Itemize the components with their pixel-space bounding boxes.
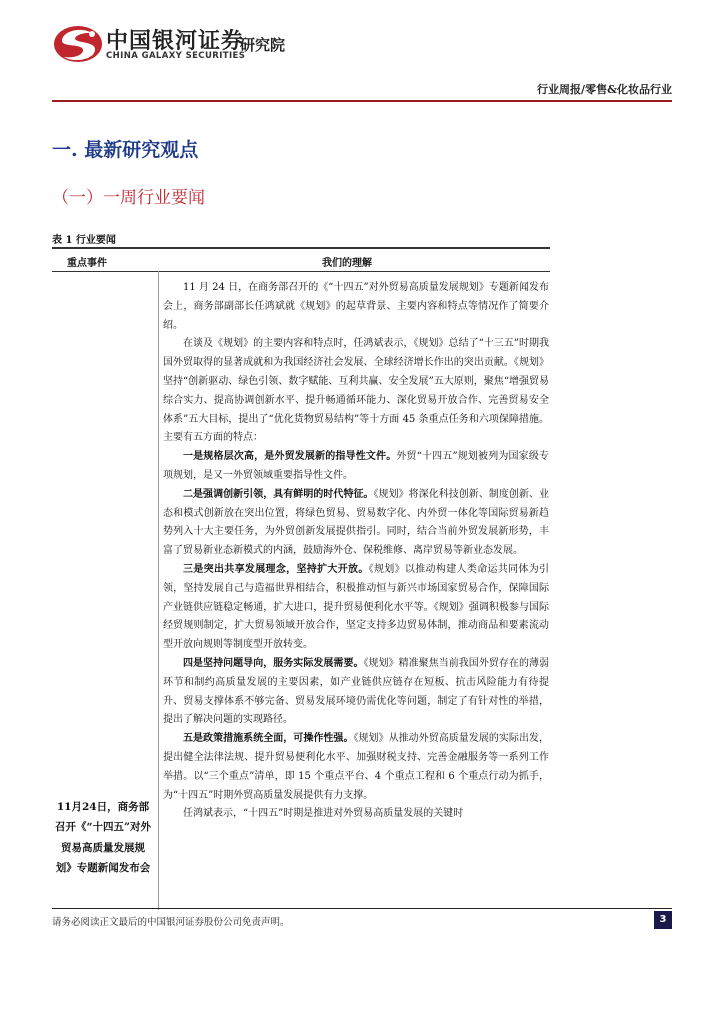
paragraph: 11 月 24 日，在商务部召开的《“十四五”对外贸易高质量发展规划》专题新闻发布会上，商务部副部长任鸿斌就《规划》的起草背景、主要内容和特点等情况作了简要介绍。: [163, 282, 549, 331]
subsection-heading: （一）一周行业要闻: [52, 188, 205, 208]
paragraph: 三是突出共享发展理念，坚持扩大开放。《规划》以推动构建人类命运共同体为引领，坚持发展自己与造福世界相结合，积极推动恒与新兴市场国家贸易合作，保障国际产业链供应链稳定畅通，扩大进口，提升贸易便利化水平等。《规划》强调积极参与国际经贸规则制定，扩大贸易领域开放合作，坚定支持多边贸易体制，推动商品和要素流动型开放向规则等制度型开放转变。: [163, 563, 550, 651]
column-header-event: 重点事件: [67, 258, 107, 269]
company-logo-icon: [52, 24, 104, 64]
company-name-en: CHINA GALAXY SECURITIES: [106, 51, 246, 61]
column-divider: [158, 271, 159, 910]
paragraph: 二是强调创新引领，具有鲜明的时代特征。《规划》将深化科技创新、制度创新、业态和模式创新放在突出位置，将绿色贸易、贸易数字化、内外贸一体化等国际贸易新趋势列入十大主要任务，为外贸创新发展提供指引。同时，结合当前外贸发展新形势，丰富了贸易新业态新模式的内涵，鼓励海外仓、保税维修、离岸贸易等新业态发展。: [163, 488, 550, 557]
footer-disclaimer: 请务必阅读正文最后的中国银河证券股份公司免责声明。: [52, 917, 290, 928]
understanding-cell: [163, 279, 549, 824]
event-cell: 11月24日，商务部召开《“十四五”对外贸易高质量发展规划》专题新闻发布会: [54, 801, 152, 874]
table-header-row: [52, 249, 550, 272]
paragraph: 任鸿斌表示，“十四五”时期是推进对外贸易高质量发展的关键时: [183, 808, 464, 820]
footer-divider: [52, 908, 672, 909]
company-name-cn: 中国银河证券: [106, 29, 245, 54]
news-table: [52, 247, 550, 910]
table-caption: 表 1 行业要闻: [52, 235, 116, 246]
paragraph: 五是政策措施系统全面，可操作性强。《规划》从推动外贸高质量发展的实际出发，提出健全法律法规、提升贸易便利化水平、加强财税支持、完善金融服务等一系列工作举措。以“三个重点”清单，即 15 个重点平台、4 个重点工程和 6 个重点行动为抓手，为“十四五”时期外贸高质量发展提供有力支撑。: [163, 733, 550, 801]
page-number: 3: [654, 911, 672, 929]
paragraph: 在谈及《规划》的主要内容和特点时，任鸿斌表示，《规划》总结了“十三五”时期我国外贸取得的显著成就和为我国经济社会发展、全球经济增长作出的突出贡献。《规划》坚持“创新驱动、绿色引领、数字赋能、互利共赢、安全发展”五大原则，聚焦“增强贸易综合实力、提高协调创新水平、提升畅通循环能力、深化贸易开放合作、完善贸易安全体系”五大目标，提出了“优化货物贸易结构”等十方面 45 条重点任务和六项保障措施。主要有五方面的特点：: [163, 338, 549, 444]
paragraph: 一是规格层次高，是外贸发展新的指导性文件。外贸“十四五”规划被列为国家级专项规划，是又一外贸领域重要指导性文件。: [163, 451, 550, 481]
header-divider: [52, 100, 672, 102]
paragraph: 四是坚持问题导向，服务实际发展需要。《规划》精准聚焦当前我国外贸存在的薄弱环节和制约高质量发展的主要因素，如产业链供应链存在短板、抗击风险能力有待提升、贸易支撑体系不够完备、贸易发展环境仍需优化等问题，制定了有针对性的举措，提出了解决问题的实现路径。: [163, 657, 549, 726]
institute-label: 研究院: [240, 36, 286, 54]
column-header-understanding: 我们的理解: [322, 258, 372, 269]
section-heading: 一. 最新研究观点: [52, 139, 199, 161]
report-type-label: 行业周报/零售&化妆品行业: [537, 83, 672, 96]
